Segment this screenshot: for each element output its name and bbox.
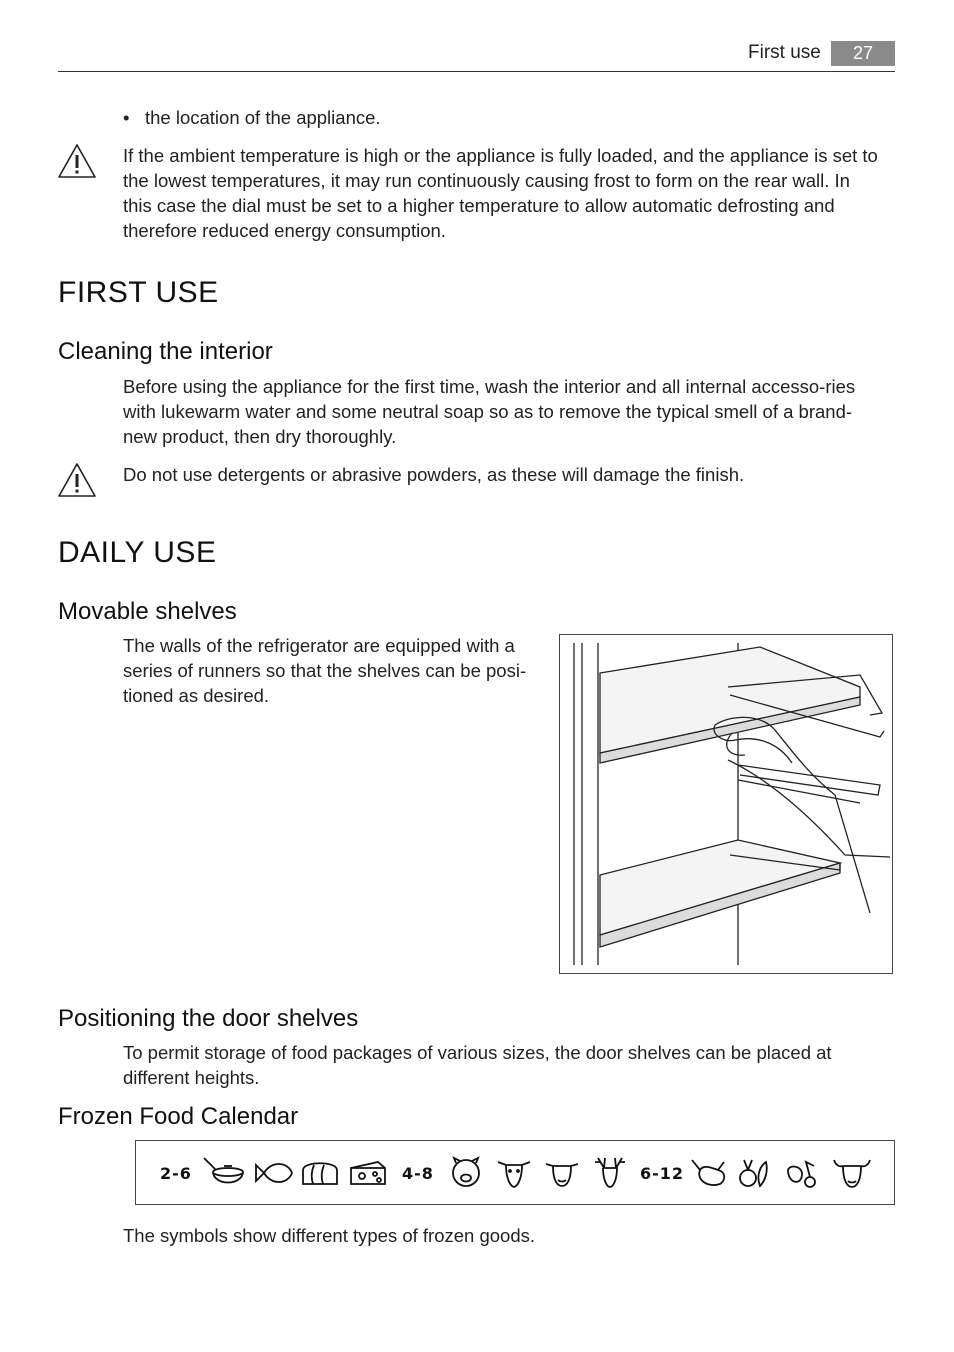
bread-icon [300, 1156, 340, 1190]
heading-frozen-food-calendar: Frozen Food Calendar [58, 1103, 299, 1130]
fridge-shelves-drawing [560, 635, 892, 973]
heading-door-shelves: Positioning the door shelves [58, 1005, 359, 1032]
header-rule [58, 71, 895, 72]
pig-icon [448, 1156, 484, 1190]
warning-triangle-icon [58, 144, 96, 178]
vegetables-icon [736, 1156, 772, 1190]
calendar-caption: The symbols show different types of frozen goods. [123, 1225, 536, 1246]
deer-icon [592, 1156, 628, 1190]
page-number: 27 [831, 41, 895, 66]
heading-cleaning-interior: Cleaning the interior [58, 338, 273, 365]
door-shelves-text: To permit storage of food packages of various sizes, the door shelves can be placed at different heights. [123, 1042, 832, 1088]
warning-triangle-icon [58, 463, 96, 497]
fruit-icon [784, 1156, 820, 1190]
heading-movable-shelves: Movable shelves [58, 598, 237, 625]
bullet-dot: • [123, 107, 130, 128]
soup-pot-icon [202, 1156, 248, 1190]
warning-text-frost: If the ambient temperature is high or the appliance is fully loaded, and the appliance is set to the lowest temperatures, it may run continuously causing frost to form on the rear wall. In this case the dial must be set to a higher temperature to allow automatic defrosting and therefore reduced energy consumption. [123, 145, 878, 241]
cleaning-text: Before using the appliance for the first time, wash the interior and all internal accesso-ries with lukewarm water and some neutral soap so as to remove the typical smell of a brand-new product, then dry thoroughly. [123, 376, 856, 447]
calendar-months-label: 4-8 [402, 1163, 434, 1183]
beef-icon [832, 1156, 872, 1190]
bullet-item: the location of the appliance. [145, 107, 381, 128]
chicken-icon [688, 1156, 728, 1190]
warning-text-detergents: Do not use detergents or abrasive powders, as these will damage the finish. [123, 464, 745, 485]
movable-shelves-text: The walls of the refrigerator are equipped with a series of runners so that the shelves can be posi-tioned as desired. [123, 635, 527, 706]
shelf-illustration [559, 634, 893, 974]
running-header-section: First use [748, 42, 821, 63]
sheep-icon [496, 1156, 532, 1190]
calendar-months-label: 6-12 [640, 1163, 685, 1183]
cheese-icon [348, 1156, 388, 1190]
calf-icon [544, 1156, 580, 1190]
fish-icon [254, 1156, 294, 1190]
calendar-months-label: 2-6 [160, 1163, 192, 1183]
section-title-first-use: FIRST USE [58, 276, 219, 309]
section-title-daily-use: DAILY USE [58, 536, 217, 569]
frozen-food-calendar [135, 1140, 895, 1205]
